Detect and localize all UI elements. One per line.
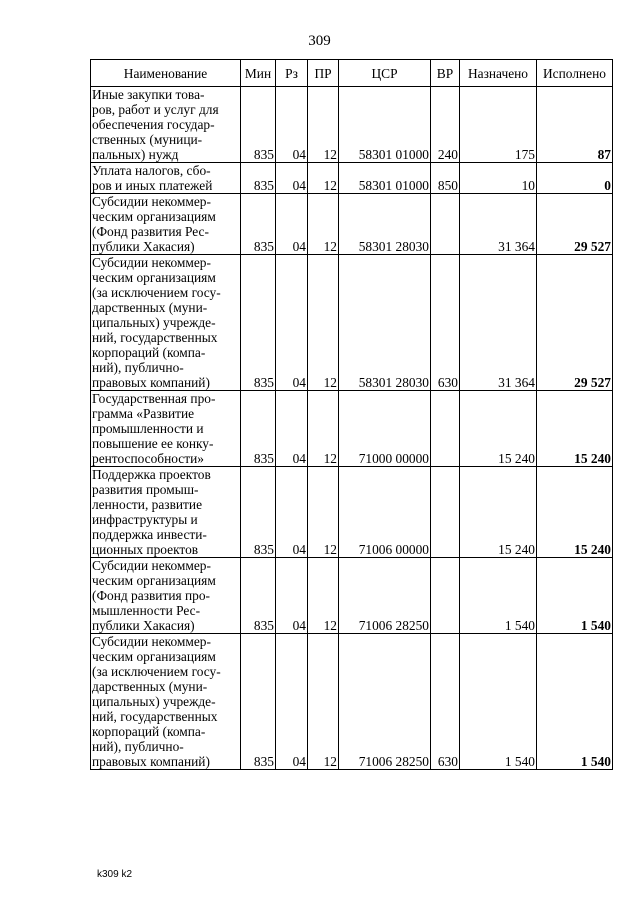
row-min: 835: [241, 87, 276, 163]
row-assigned: 1 540: [460, 634, 537, 770]
row-csr: 71006 00000: [339, 467, 431, 558]
row-assigned: 31 364: [460, 255, 537, 391]
row-min: 835: [241, 163, 276, 194]
row-name-line: рентоспособности»: [92, 451, 204, 466]
row-vr: 240: [431, 87, 460, 163]
row-name: [91, 634, 241, 770]
row-rz: 04: [276, 87, 308, 163]
row-executed: 1 540: [537, 634, 613, 770]
row-executed: 29 527: [537, 255, 613, 391]
row-name-line: поддержка инвести-: [92, 527, 207, 542]
row-pr: 12: [308, 194, 339, 255]
row-vr: [431, 194, 460, 255]
row-name-line: промышленности и: [92, 421, 204, 436]
header-name: Наименование: [91, 60, 241, 87]
row-rz: 04: [276, 634, 308, 770]
header-csr: ЦСР: [339, 60, 431, 87]
row-name-line: Поддержка проектов: [92, 467, 211, 482]
row-name-line: ров и иных платежей: [92, 178, 213, 193]
row-name-line: ний), публично-: [92, 360, 184, 375]
row-name-line: публики Хакасия): [92, 239, 195, 254]
row-csr: 58301 28030: [339, 194, 431, 255]
row-name-line: (Фонд развития про-: [92, 588, 211, 603]
row-name-line: ционных проектов: [92, 542, 199, 557]
header-pr: ПР: [308, 60, 339, 87]
row-name-line: (за исключением госу-: [92, 285, 221, 300]
row-name-line: ний), публично-: [92, 739, 184, 754]
row-executed: 15 240: [537, 391, 613, 467]
table-row: [91, 634, 613, 770]
row-executed: 0: [537, 163, 613, 194]
table-body: [91, 87, 613, 770]
table-row: [91, 467, 613, 558]
header-assigned: Назначено: [460, 60, 537, 87]
row-rz: 04: [276, 163, 308, 194]
header-rz: Рз: [276, 60, 308, 87]
row-name-line: Субсидии некоммер-: [92, 634, 211, 649]
row-name-line: ний, государственных: [92, 709, 218, 724]
row-assigned: 10: [460, 163, 537, 194]
row-min: 835: [241, 467, 276, 558]
row-min: 835: [241, 255, 276, 391]
row-name-line: Уплата налогов, сбо-: [92, 163, 211, 178]
row-name-line: грамма «Развитие: [92, 406, 195, 421]
row-name: [91, 558, 241, 634]
row-name-line: обеспечения государ-: [92, 117, 215, 132]
row-name-line: правовых компаний): [92, 754, 210, 769]
row-name-line: мышленности Рес-: [92, 603, 201, 618]
row-pr: 12: [308, 163, 339, 194]
table-header-row: [91, 60, 613, 87]
row-name-line: правовых компаний): [92, 375, 210, 390]
row-vr: 630: [431, 634, 460, 770]
table-row: [91, 558, 613, 634]
row-name-line: дарственных (муни-: [92, 679, 208, 694]
row-name-line: ческим организациям: [92, 270, 216, 285]
row-name: [91, 163, 241, 194]
header-min: Мин: [241, 60, 276, 87]
row-pr: 12: [308, 87, 339, 163]
row-pr: 12: [308, 467, 339, 558]
row-rz: 04: [276, 558, 308, 634]
row-min: 835: [241, 391, 276, 467]
row-csr: 71006 28250: [339, 558, 431, 634]
row-name-line: развития промыш-: [92, 482, 199, 497]
table-row: [91, 391, 613, 467]
row-name-line: ственных (муници-: [92, 132, 203, 147]
row-csr: 58301 01000: [339, 163, 431, 194]
row-pr: 12: [308, 558, 339, 634]
page-footer-code: k309 k2: [97, 869, 133, 880]
row-vr: [431, 558, 460, 634]
page-number: 309: [308, 33, 331, 49]
row-pr: 12: [308, 391, 339, 467]
row-name-line: (за исключением госу-: [92, 664, 221, 679]
row-csr: 58301 01000: [339, 87, 431, 163]
table-row: [91, 163, 613, 194]
row-assigned: 1 540: [460, 558, 537, 634]
row-name-line: корпораций (компа-: [92, 724, 206, 739]
row-assigned: 31 364: [460, 194, 537, 255]
row-name-line: ческим организациям: [92, 649, 216, 664]
row-csr: 58301 28030: [339, 255, 431, 391]
row-name-line: пальных) нужд: [92, 147, 179, 162]
row-name-line: ний, государственных: [92, 330, 218, 345]
row-assigned: 175: [460, 87, 537, 163]
row-name-line: Государственная про-: [92, 391, 216, 406]
row-name-line: ципальных) учрежде-: [92, 694, 216, 709]
row-vr: 630: [431, 255, 460, 391]
row-name-line: публики Хакасия): [92, 618, 195, 633]
row-vr: [431, 391, 460, 467]
row-name-line: ленности, развитие: [92, 497, 203, 512]
row-name-line: Иные закупки това-: [92, 87, 205, 102]
row-name-line: ческим организациям: [92, 209, 216, 224]
row-name-line: ров, работ и услуг для: [92, 102, 219, 117]
row-pr: 12: [308, 634, 339, 770]
row-rz: 04: [276, 467, 308, 558]
row-name-line: Субсидии некоммер-: [92, 255, 211, 270]
budget-table: [90, 59, 613, 770]
row-min: 835: [241, 558, 276, 634]
row-rz: 04: [276, 255, 308, 391]
row-name: [91, 391, 241, 467]
row-name: [91, 467, 241, 558]
row-min: 835: [241, 634, 276, 770]
row-executed: 29 527: [537, 194, 613, 255]
row-executed: 87: [537, 87, 613, 163]
row-rz: 04: [276, 391, 308, 467]
row-name-line: ческим организациям: [92, 573, 216, 588]
row-vr: [431, 467, 460, 558]
row-name: [91, 194, 241, 255]
row-name-line: корпораций (компа-: [92, 345, 206, 360]
row-executed: 15 240: [537, 467, 613, 558]
row-name-line: дарственных (муни-: [92, 300, 208, 315]
row-min: 835: [241, 194, 276, 255]
row-assigned: 15 240: [460, 391, 537, 467]
header-executed: Исполнено: [537, 60, 613, 87]
table-row: [91, 255, 613, 391]
row-name-line: повышение ее конку-: [92, 436, 214, 451]
row-vr: 850: [431, 163, 460, 194]
row-assigned: 15 240: [460, 467, 537, 558]
table-row: [91, 194, 613, 255]
row-name: [91, 255, 241, 391]
table-row: [91, 87, 613, 163]
row-csr: 71006 28250: [339, 634, 431, 770]
row-name-line: (Фонд развития Рес-: [92, 224, 209, 239]
row-name-line: инфраструктуры и: [92, 512, 198, 527]
header-vr: ВР: [431, 60, 460, 87]
row-name-line: Субсидии некоммер-: [92, 194, 211, 209]
row-name-line: Субсидии некоммер-: [92, 558, 211, 573]
row-csr: 71000 00000: [339, 391, 431, 467]
row-name: [91, 87, 241, 163]
row-pr: 12: [308, 255, 339, 391]
row-rz: 04: [276, 194, 308, 255]
row-name-line: ципальных) учрежде-: [92, 315, 216, 330]
row-executed: 1 540: [537, 558, 613, 634]
